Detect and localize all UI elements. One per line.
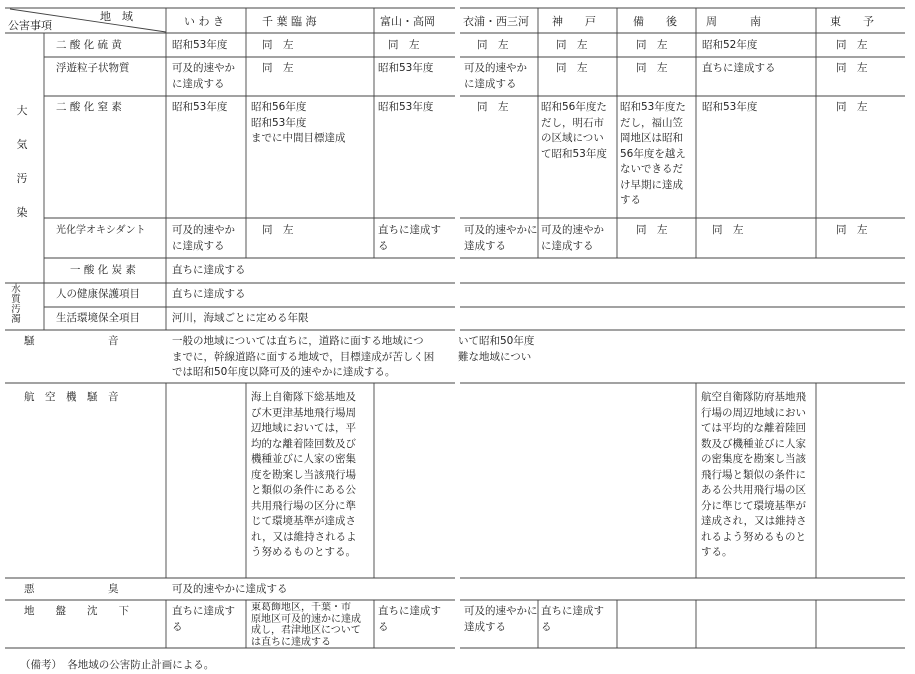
header-region-shunan: 周 南 [706, 15, 761, 28]
row-no2-toyo: 同 左 [836, 101, 868, 113]
row-living-text: 河川，海域ごとに定める年限 [172, 312, 309, 324]
header-region-iwaki: い わ き [184, 15, 224, 28]
row-subsidence-chiba: 東葛飾地区，千葉・市 原地区可及的速かに達成 成し，君津地区について は直ちに達成する [251, 602, 361, 648]
row-so2-chiba: 同 左 [262, 39, 294, 51]
row-oxidant-iwaki: 可及的速やか に達成する [172, 224, 235, 252]
header-region-bingo: 備 後 [633, 15, 677, 28]
row-spm-iwaki: 可及的速やか に達成する [172, 62, 235, 90]
header-region-toyo: 東 予 [830, 15, 874, 28]
header-region-chiba: 千 葉 臨 海 [262, 15, 317, 28]
row-subsidence-kobe: 直ちに達成す る [541, 605, 604, 633]
row-spm-bingo: 同 左 [636, 62, 668, 74]
row-spm-label: 浮遊粒子状物質 [56, 62, 130, 74]
row-health-label: 人の健康保護項目 [56, 288, 140, 300]
row-living-label: 生活環境保全項目 [56, 312, 140, 324]
row-oxidant-toyo: 同 左 [836, 224, 868, 236]
row-no2-shunan: 昭和53年度 [702, 101, 758, 113]
row-oxidant-kinuura: 可及的速やかに 達成する [464, 224, 538, 252]
row-aircraft-chiba: 海上自衛隊下総基地及 び木更津基地飛行場周 辺地域においては，平 均的な離着陸回数及び 機種並びに人家の密集 度を勘案し当該飛行場 と類似の条件にある公 共用飛行場の区分に準 じて環境基準が達成さ れ，又は維持されるよ う努めるものとする。 [251, 391, 357, 558]
header-region-toyama: 富山・高岡 [380, 15, 435, 28]
row-noise-label: 騒 音 [24, 335, 119, 347]
row-spm-chiba: 同 左 [262, 62, 294, 74]
row-so2-shunan: 昭和52年度 [702, 39, 758, 51]
row-odor-text: 可及的速やかに達成する [172, 583, 288, 595]
row-no2-label: 二 酸 化 窒 素 [56, 101, 122, 113]
row-oxidant-toyama: 直ちに達成す る [378, 224, 441, 252]
row-so2-toyama: 同 左 [388, 39, 420, 51]
row-noise-text: 一般の地域については直ちに，道路に面する地域につ までに，幹線道路に面する地域で，目標達成が苦しく困 では昭和50年度以降可及的速やかに達成する。 [172, 335, 435, 378]
row-subsidence-label: 地 盤 沈 下 [24, 605, 129, 617]
row-no2-kinuura: 同 左 [477, 101, 509, 113]
row-co-text: 直ちに達成する [172, 264, 246, 276]
row-spm-toyama: 昭和53年度 [378, 62, 434, 74]
row-no2-iwaki: 昭和53年度 [172, 101, 228, 113]
footnote: （備考） 各地域の公害防止計画による。 [20, 659, 215, 671]
row-no2-kobe: 昭和56年度た だし，明石市 の区域につい て昭和53年度 [541, 101, 607, 160]
row-subsidence-kinuura: 可及的速やかに 達成する [464, 605, 538, 633]
row-noise-tail: いて昭和50年度 難な地域につい [458, 335, 535, 363]
row-oxidant-shunan: 同 左 [712, 224, 744, 236]
row-health-text: 直ちに達成する [172, 288, 246, 300]
row-subsidence-iwaki: 直ちに達成す る [172, 605, 235, 633]
row-so2-iwaki: 昭和53年度 [172, 39, 228, 51]
row-spm-toyo: 同 左 [836, 62, 868, 74]
row-spm-kobe: 同 左 [556, 62, 588, 74]
row-so2-kinuura: 同 左 [477, 39, 509, 51]
row-spm-shunan: 直ちに達成する [702, 62, 776, 74]
row-so2-label: 二 酸 化 硫 黄 [56, 39, 122, 51]
row-oxidant-kobe: 可及的速やか に達成する [541, 224, 604, 252]
row-oxidant-label: 光化学オキシダント [56, 225, 146, 236]
row-so2-bingo: 同 左 [636, 39, 668, 51]
row-odor-label: 悪 臭 [24, 583, 119, 595]
row-no2-chiba: 昭和56年度 昭和53年度 までに中間目標達成 [251, 101, 346, 144]
row-no2-toyama: 昭和53年度 [378, 101, 434, 113]
row-oxidant-bingo: 同 左 [636, 224, 668, 236]
row-no2-bingo: 昭和53年度た だし，福山笠 岡地区は昭和 56年度を越え ないできるだ け早期に達成 する [620, 101, 686, 206]
row-aircraft-shunan: 航空自衛隊防府基地飛 行場の周辺地域におい ては平均的な離着陸回 数及び機種並びに人家 の密集度を勘案し当該 飛行場と類似の条件に ある公共用飛行場の区 分に準じて環境基準が 達成され，又は維持さ れるよう努めるものと する。 [701, 391, 807, 558]
row-co-label: 一 酸 化 炭 素 [70, 264, 136, 276]
row-oxidant-chiba: 同 左 [262, 224, 294, 236]
header-region-kobe: 神 戸 [552, 15, 596, 28]
row-so2-toyo: 同 左 [836, 39, 868, 51]
row-spm-kinuura: 可及的速やか に達成する [464, 62, 527, 90]
header-region-label: 地 域 [100, 10, 133, 23]
row-subsidence-toyama: 直ちに達成す る [378, 605, 441, 633]
row-aircraft-label: 航 空 機 騒 音 [24, 391, 119, 403]
header-item-label: 公害事項 [8, 19, 52, 32]
section-air-pollution: 大 気 汚 染 [16, 104, 28, 219]
row-so2-kobe: 同 左 [556, 39, 588, 51]
section-water-pollution: 水 質 汚 濁 [11, 284, 21, 325]
header-region-kinuura: 衣浦・西三河 [463, 15, 529, 28]
